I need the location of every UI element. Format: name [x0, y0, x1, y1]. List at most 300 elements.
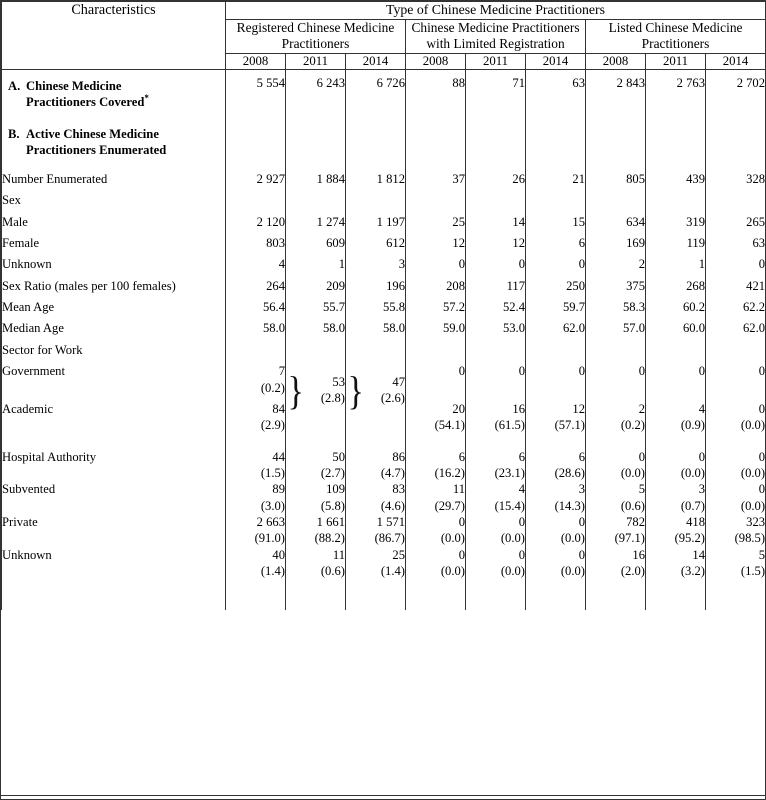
- cell-enumerated-registered-2008: 2 927: [226, 171, 286, 187]
- spacer-cell: [226, 434, 286, 449]
- cell-private-listed-2008: [586, 514, 646, 547]
- header-group-listed: Listed Chinese Medicine Practitioners: [586, 19, 766, 53]
- value-number: 11: [452, 482, 465, 497]
- spacer-cell: [286, 162, 346, 171]
- cell-sectorunknown-limited-2014: [526, 547, 586, 580]
- cell-sectorunknown-limited-2008: [406, 547, 466, 580]
- cell-subvented-listed-2011: [646, 481, 706, 514]
- value-number: 11: [332, 547, 345, 562]
- cell-subvented-registered-2008: [226, 481, 286, 514]
- cell-enumerated-registered-2014: 1 812: [346, 171, 406, 187]
- value-percent: (0.0): [560, 564, 585, 579]
- cell-academic-limited-2008: [406, 401, 466, 434]
- cell-medianage-limited-2011: 53.0: [466, 320, 526, 336]
- cell-female-limited-2008: 12: [406, 235, 466, 251]
- footnote-marker: *: [144, 92, 149, 103]
- value-percent: (0.0): [740, 418, 766, 433]
- value-number: 14: [692, 547, 705, 562]
- cell-empty: [706, 123, 766, 162]
- cell-covered-limited-2014: 63: [526, 75, 586, 114]
- value-number: 0: [578, 515, 585, 530]
- cell-medianage-registered-2014: 58.0: [346, 320, 406, 336]
- table-body: [2, 69, 766, 609]
- cell-meanage-limited-2008: 57.2: [406, 299, 466, 315]
- spacer-row: [2, 434, 766, 449]
- cell-government-registered-2008: [226, 363, 286, 396]
- cell-covered-listed-2014: 2 702: [706, 75, 766, 114]
- value-number: 323: [746, 515, 766, 530]
- value-percent: (0.0): [500, 531, 525, 546]
- cell-empty: [646, 192, 706, 208]
- value-number: 0: [698, 449, 705, 464]
- cell-subvented-limited-2008: [406, 481, 466, 514]
- value-number: 84: [272, 401, 285, 416]
- value-percent: (2.9): [260, 418, 285, 433]
- value-percent: (0.0): [440, 564, 465, 579]
- value-number: 25: [392, 547, 405, 562]
- cell-sexratio-registered-2008: 264: [226, 278, 286, 294]
- spacer-cell: [2, 434, 226, 449]
- value-percent: (1.5): [740, 564, 766, 579]
- spacer-cell: [526, 434, 586, 449]
- cell-sexratio-listed-2011: 268: [646, 278, 706, 294]
- row-label-covered-line2: Practitioners Covered: [26, 95, 145, 110]
- cell-sectorunknown-listed-2014: [706, 547, 766, 580]
- cell-unknownsex-registered-2008: 4: [226, 256, 286, 272]
- value-number: 6: [518, 449, 525, 464]
- row-label-mean-age: Mean Age: [2, 299, 226, 315]
- table-header: [2, 2, 766, 70]
- cell-empty: [346, 123, 406, 162]
- cell-meanage-registered-2011: 55.7: [286, 299, 346, 315]
- value-number: 0: [518, 515, 525, 530]
- value-percent: (0.9): [680, 418, 705, 433]
- value-percent: (0.6): [320, 564, 345, 579]
- spacer-cell: [406, 580, 466, 610]
- spacer-cell: [526, 114, 586, 123]
- value-number: 40: [272, 547, 285, 562]
- table-row-hospital-authority: [2, 449, 766, 482]
- cell-female-registered-2011: 609: [286, 235, 346, 251]
- cell-empty: [286, 342, 346, 358]
- value-percent: (23.1): [494, 465, 525, 480]
- cell-unknownsex-limited-2008: 0: [406, 256, 466, 272]
- cell-government-listed-2011: 0: [646, 363, 706, 396]
- cell-covered-registered-2011: 6 243: [286, 75, 346, 114]
- cell-male-listed-2008: 634: [586, 214, 646, 230]
- value-number: 89: [272, 482, 285, 497]
- cell-meanage-listed-2011: 60.2: [646, 299, 706, 315]
- spacer-cell: [226, 580, 286, 610]
- cell-female-listed-2008: 169: [586, 235, 646, 251]
- spacer-cell: [466, 580, 526, 610]
- value-number: 0: [758, 482, 766, 497]
- cell-covered-limited-2011: 71: [466, 75, 526, 114]
- cell-empty: [406, 342, 466, 358]
- cell-empty: [646, 123, 706, 162]
- value-number: 12: [572, 401, 585, 416]
- spacer-cell: [286, 114, 346, 123]
- cell-government-limited-2011: 0: [466, 363, 526, 396]
- value-percent: (0.7): [680, 498, 705, 513]
- cell-empty: [526, 342, 586, 358]
- cell-unknownsex-registered-2014: 3: [346, 256, 406, 272]
- cell-government-limited-2014: 0: [526, 363, 586, 396]
- value-percent: (0.0): [560, 531, 585, 546]
- value-percent: (54.1): [434, 418, 465, 433]
- cell-empty: [586, 123, 646, 162]
- cell-private-limited-2014: [526, 514, 586, 547]
- cell-enumerated-limited-2014: 21: [526, 171, 586, 187]
- spacer-row: [2, 162, 766, 171]
- cell-government-listed-2014: 0: [706, 363, 766, 396]
- value-number: 16: [512, 401, 525, 416]
- cell-sexratio-listed-2008: 375: [586, 278, 646, 294]
- value-number: 50: [332, 449, 345, 464]
- cell-hospital-limited-2008: [406, 449, 466, 482]
- value-percent: (2.8): [320, 391, 345, 406]
- cell-medianage-limited-2008: 59.0: [406, 320, 466, 336]
- row-label-covered-line1: Chinese Medicine: [26, 78, 122, 93]
- row-label-number-enumerated: Number Enumerated: [2, 171, 226, 187]
- row-label-active-enumerated: [2, 123, 226, 162]
- cell-academic-listed-2008: [586, 401, 646, 434]
- value-number: 5: [638, 482, 645, 497]
- value-number: 7: [278, 364, 285, 379]
- cell-enumerated-limited-2011: 26: [466, 171, 526, 187]
- spacer-cell: [406, 114, 466, 123]
- table-bottom-double-rule: [0, 795, 766, 800]
- row-label-sex-ratio: Sex Ratio (males per 100 females): [2, 278, 226, 294]
- header-year-registered-2008: 2008: [226, 53, 286, 69]
- value-number: 3: [698, 482, 705, 497]
- cell-empty: [346, 342, 406, 358]
- spacer-cell: [406, 434, 466, 449]
- cell-academic-listed-2014: [706, 401, 766, 434]
- value-number: 5: [758, 547, 766, 562]
- cell-medianage-registered-2008: 58.0: [226, 320, 286, 336]
- cell-sectorunknown-listed-2011: [646, 547, 706, 580]
- row-label-unknown-sex: Unknown: [2, 256, 226, 272]
- table-row-sex-ratio: [2, 278, 766, 294]
- table-row-male: [2, 214, 766, 230]
- value-number: 2 663: [256, 515, 285, 530]
- row-label-academic: Academic: [2, 401, 226, 434]
- value-number: 47: [392, 374, 405, 389]
- value-number: 1 571: [376, 515, 405, 530]
- table-row-sector-unknown: [2, 547, 766, 580]
- table-row-number-enumerated: [2, 171, 766, 187]
- cell-enumerated-listed-2014: 328: [706, 171, 766, 187]
- cell-subvented-registered-2011: [286, 481, 346, 514]
- value-number: 0: [458, 515, 465, 530]
- value-number: 53: [332, 374, 345, 389]
- cell-male-registered-2014: 1 197: [346, 214, 406, 230]
- cell-covered-registered-2008: 5 554: [226, 75, 286, 114]
- cell-male-registered-2011: 1 274: [286, 214, 346, 230]
- cell-hospital-registered-2014: [346, 449, 406, 482]
- cell-private-listed-2014: [706, 514, 766, 547]
- row-label-sector-unknown: Unknown: [2, 547, 226, 580]
- cell-unknownsex-listed-2008: 2: [586, 256, 646, 272]
- cell-male-registered-2008: 2 120: [226, 214, 286, 230]
- spacer-cell: [2, 162, 226, 171]
- header-row-top: [2, 2, 766, 20]
- spacer-row: [2, 580, 766, 610]
- header-year-registered-2014: 2014: [346, 53, 406, 69]
- value-number: 2: [638, 401, 645, 416]
- cell-sexratio-limited-2014: 250: [526, 278, 586, 294]
- cell-empty: [466, 192, 526, 208]
- cell-academic-listed-2011: [646, 401, 706, 434]
- value-number: 0: [638, 449, 645, 464]
- cell-academic-registered-2008: [226, 401, 286, 434]
- cell-sexratio-limited-2011: 117: [466, 278, 526, 294]
- cell-hospital-listed-2011: [646, 449, 706, 482]
- cell-subvented-limited-2014: [526, 481, 586, 514]
- cell-sectorunknown-listed-2008: [586, 547, 646, 580]
- spacer-cell: [346, 162, 406, 171]
- cell-empty: [226, 123, 286, 162]
- value-percent: (2.7): [320, 465, 345, 480]
- row-label-male: Male: [2, 214, 226, 230]
- value-number: 0: [578, 547, 585, 562]
- cell-meanage-limited-2014: 59.7: [526, 299, 586, 315]
- value-percent: (0.2): [620, 418, 645, 433]
- cell-academic-limited-2011: [466, 401, 526, 434]
- value-percent: (88.2): [314, 531, 345, 546]
- cell-government-listed-2008: 0: [586, 363, 646, 396]
- cell-sexratio-registered-2014: 196: [346, 278, 406, 294]
- header-year-listed-2014: 2014: [706, 53, 766, 69]
- value-number: 86: [392, 449, 405, 464]
- cell-meanage-limited-2011: 52.4: [466, 299, 526, 315]
- spacer-cell: [706, 434, 766, 449]
- cell-empty: [286, 123, 346, 162]
- cell-unknownsex-listed-2014: 0: [706, 256, 766, 272]
- cell-hospital-listed-2014: [706, 449, 766, 482]
- cell-subvented-limited-2011: [466, 481, 526, 514]
- value-percent: (0.2): [260, 380, 285, 395]
- cell-medianage-listed-2014: 62.0: [706, 320, 766, 336]
- value-number: 782: [626, 515, 645, 530]
- row-label-private: Private: [2, 514, 226, 547]
- section-letter-b: B.: [8, 126, 20, 141]
- cell-male-listed-2011: 319: [646, 214, 706, 230]
- spacer-cell: [346, 580, 406, 610]
- cell-meanage-listed-2008: 58.3: [586, 299, 646, 315]
- value-percent: (0.6): [620, 498, 645, 513]
- value-percent: (0.0): [620, 465, 645, 480]
- cell-female-registered-2008: 803: [226, 235, 286, 251]
- table-row-sex-heading: [2, 192, 766, 208]
- value-percent: (3.0): [260, 498, 285, 513]
- brace-icon: }: [347, 367, 364, 413]
- value-number: 109: [326, 482, 345, 497]
- cell-enumerated-listed-2011: 439: [646, 171, 706, 187]
- value-percent: (14.3): [554, 498, 585, 513]
- cell-female-listed-2011: 119: [646, 235, 706, 251]
- value-percent: (4.6): [380, 498, 405, 513]
- cell-female-listed-2014: 63: [706, 235, 766, 251]
- spacer-cell: [646, 162, 706, 171]
- cell-private-registered-2008: [226, 514, 286, 547]
- value-percent: (0.0): [500, 564, 525, 579]
- cell-sexratio-listed-2014: 421: [706, 278, 766, 294]
- cell-enumerated-registered-2011: 1 884: [286, 171, 346, 187]
- cell-meanage-listed-2014: 62.2: [706, 299, 766, 315]
- cell-unknownsex-listed-2011: 1: [646, 256, 706, 272]
- cell-meanage-registered-2014: 55.8: [346, 299, 406, 315]
- cell-male-listed-2014: 265: [706, 214, 766, 230]
- cell-subvented-registered-2014: [346, 481, 406, 514]
- cell-covered-registered-2014: 6 726: [346, 75, 406, 114]
- table-row-section-b: [2, 123, 766, 162]
- cell-sectorunknown-registered-2014: [346, 547, 406, 580]
- value-number: 83: [392, 482, 405, 497]
- value-percent: (2.6): [380, 391, 405, 406]
- spacer-cell: [586, 434, 646, 449]
- cell-empty: [586, 342, 646, 358]
- practitioners-statistics-table: [1, 1, 766, 610]
- cell-hospital-registered-2008: [226, 449, 286, 482]
- value-number: 0: [518, 547, 525, 562]
- value-percent: (1.4): [260, 564, 285, 579]
- spacer-cell: [286, 580, 346, 610]
- value-percent: (0.0): [740, 465, 766, 480]
- spacer-cell: [226, 162, 286, 171]
- value-percent: (0.0): [680, 465, 705, 480]
- cell-subvented-listed-2014: [706, 481, 766, 514]
- spacer-cell: [226, 114, 286, 123]
- row-label-sector-for-work: Sector for Work: [2, 342, 226, 358]
- cell-female-limited-2011: 12: [466, 235, 526, 251]
- spacer-row: [2, 114, 766, 123]
- value-number: 4: [698, 401, 705, 416]
- value-percent: (61.5): [494, 418, 525, 433]
- row-label-female: Female: [2, 235, 226, 251]
- cell-empty: [286, 192, 346, 208]
- cell-male-limited-2014: 15: [526, 214, 586, 230]
- value-percent: (5.8): [320, 498, 345, 513]
- spacer-cell: [526, 162, 586, 171]
- cell-hospital-limited-2014: [526, 449, 586, 482]
- cell-private-listed-2011: [646, 514, 706, 547]
- cell-government-academic-brace-registered-2011: [286, 363, 346, 433]
- table-row-mean-age: [2, 299, 766, 315]
- row-label-subvented: Subvented: [2, 481, 226, 514]
- header-type-of-practitioners: Type of Chinese Medicine Practitioners: [226, 2, 766, 20]
- cell-sectorunknown-registered-2011: [286, 547, 346, 580]
- header-year-limited-2014: 2014: [526, 53, 586, 69]
- table-row-unknown-sex: [2, 256, 766, 272]
- cell-hospital-listed-2008: [586, 449, 646, 482]
- value-percent: (1.4): [380, 564, 405, 579]
- value-percent: (86.7): [374, 531, 405, 546]
- spacer-cell: [586, 162, 646, 171]
- cell-empty: [706, 192, 766, 208]
- spacer-cell: [2, 580, 226, 610]
- value-percent: (15.4): [494, 498, 525, 513]
- spacer-cell: [586, 580, 646, 610]
- cell-private-limited-2008: [406, 514, 466, 547]
- cell-empty: [526, 123, 586, 162]
- cell-sexratio-limited-2008: 208: [406, 278, 466, 294]
- table-row-covered: [2, 75, 766, 114]
- brace-icon: }: [287, 367, 304, 413]
- spacer-cell: [466, 434, 526, 449]
- cell-covered-limited-2008: 88: [406, 75, 466, 114]
- row-label-covered: [2, 75, 226, 114]
- value-percent: (29.7): [434, 498, 465, 513]
- table-row-government: [2, 363, 766, 396]
- cell-empty: [706, 342, 766, 358]
- value-number: 44: [272, 449, 285, 464]
- value-percent: (97.1): [614, 531, 645, 546]
- value-percent: (95.2): [674, 531, 705, 546]
- cell-unknownsex-limited-2014: 0: [526, 256, 586, 272]
- cell-unknownsex-registered-2011: 1: [286, 256, 346, 272]
- spacer-cell: [646, 114, 706, 123]
- row-label-active-line1: Active Chinese Medicine: [26, 126, 159, 141]
- spacer-cell: [286, 434, 346, 449]
- spacer-cell: [466, 114, 526, 123]
- header-year-limited-2008: 2008: [406, 53, 466, 69]
- header-characteristics: Characteristics: [2, 2, 226, 70]
- table-row-subvented: [2, 481, 766, 514]
- cell-male-limited-2011: 14: [466, 214, 526, 230]
- value-number: 6: [578, 449, 585, 464]
- cell-private-registered-2014: [346, 514, 406, 547]
- header-group-registered: Registered Chinese Medicine Practitioners: [226, 19, 406, 53]
- cell-sectorunknown-limited-2011: [466, 547, 526, 580]
- cell-empty: [406, 192, 466, 208]
- cell-private-registered-2011: [286, 514, 346, 547]
- table-row-female: [2, 235, 766, 251]
- cell-male-limited-2008: 25: [406, 214, 466, 230]
- table-row-sector-heading: [2, 342, 766, 358]
- value-percent: (16.2): [434, 465, 465, 480]
- cell-empty: [586, 192, 646, 208]
- header-year-registered-2011: 2011: [286, 53, 346, 69]
- value-percent: (57.1): [554, 418, 585, 433]
- table-row-private: [2, 514, 766, 547]
- cell-empty: [226, 192, 286, 208]
- header-year-listed-2011: 2011: [646, 53, 706, 69]
- value-number: 0: [758, 401, 766, 416]
- cell-covered-listed-2011: 2 763: [646, 75, 706, 114]
- cell-medianage-registered-2011: 58.0: [286, 320, 346, 336]
- spacer-cell: [586, 114, 646, 123]
- row-label-hospital-authority: Hospital Authority: [2, 449, 226, 482]
- row-label-median-age: Median Age: [2, 320, 226, 336]
- header-year-limited-2011: 2011: [466, 53, 526, 69]
- cell-empty: [346, 192, 406, 208]
- value-percent: (91.0): [254, 531, 285, 546]
- value-percent: (3.2): [680, 564, 705, 579]
- value-number: 1 661: [316, 515, 345, 530]
- cell-empty: [646, 342, 706, 358]
- value-number: 3: [578, 482, 585, 497]
- cell-hospital-limited-2011: [466, 449, 526, 482]
- spacer-cell: [646, 434, 706, 449]
- cell-private-limited-2011: [466, 514, 526, 547]
- cell-empty: [466, 123, 526, 162]
- cell-hospital-registered-2011: [286, 449, 346, 482]
- cell-government-academic-brace-registered-2014: [346, 363, 406, 433]
- value-number: 20: [452, 401, 465, 416]
- spacer-cell: [2, 114, 226, 123]
